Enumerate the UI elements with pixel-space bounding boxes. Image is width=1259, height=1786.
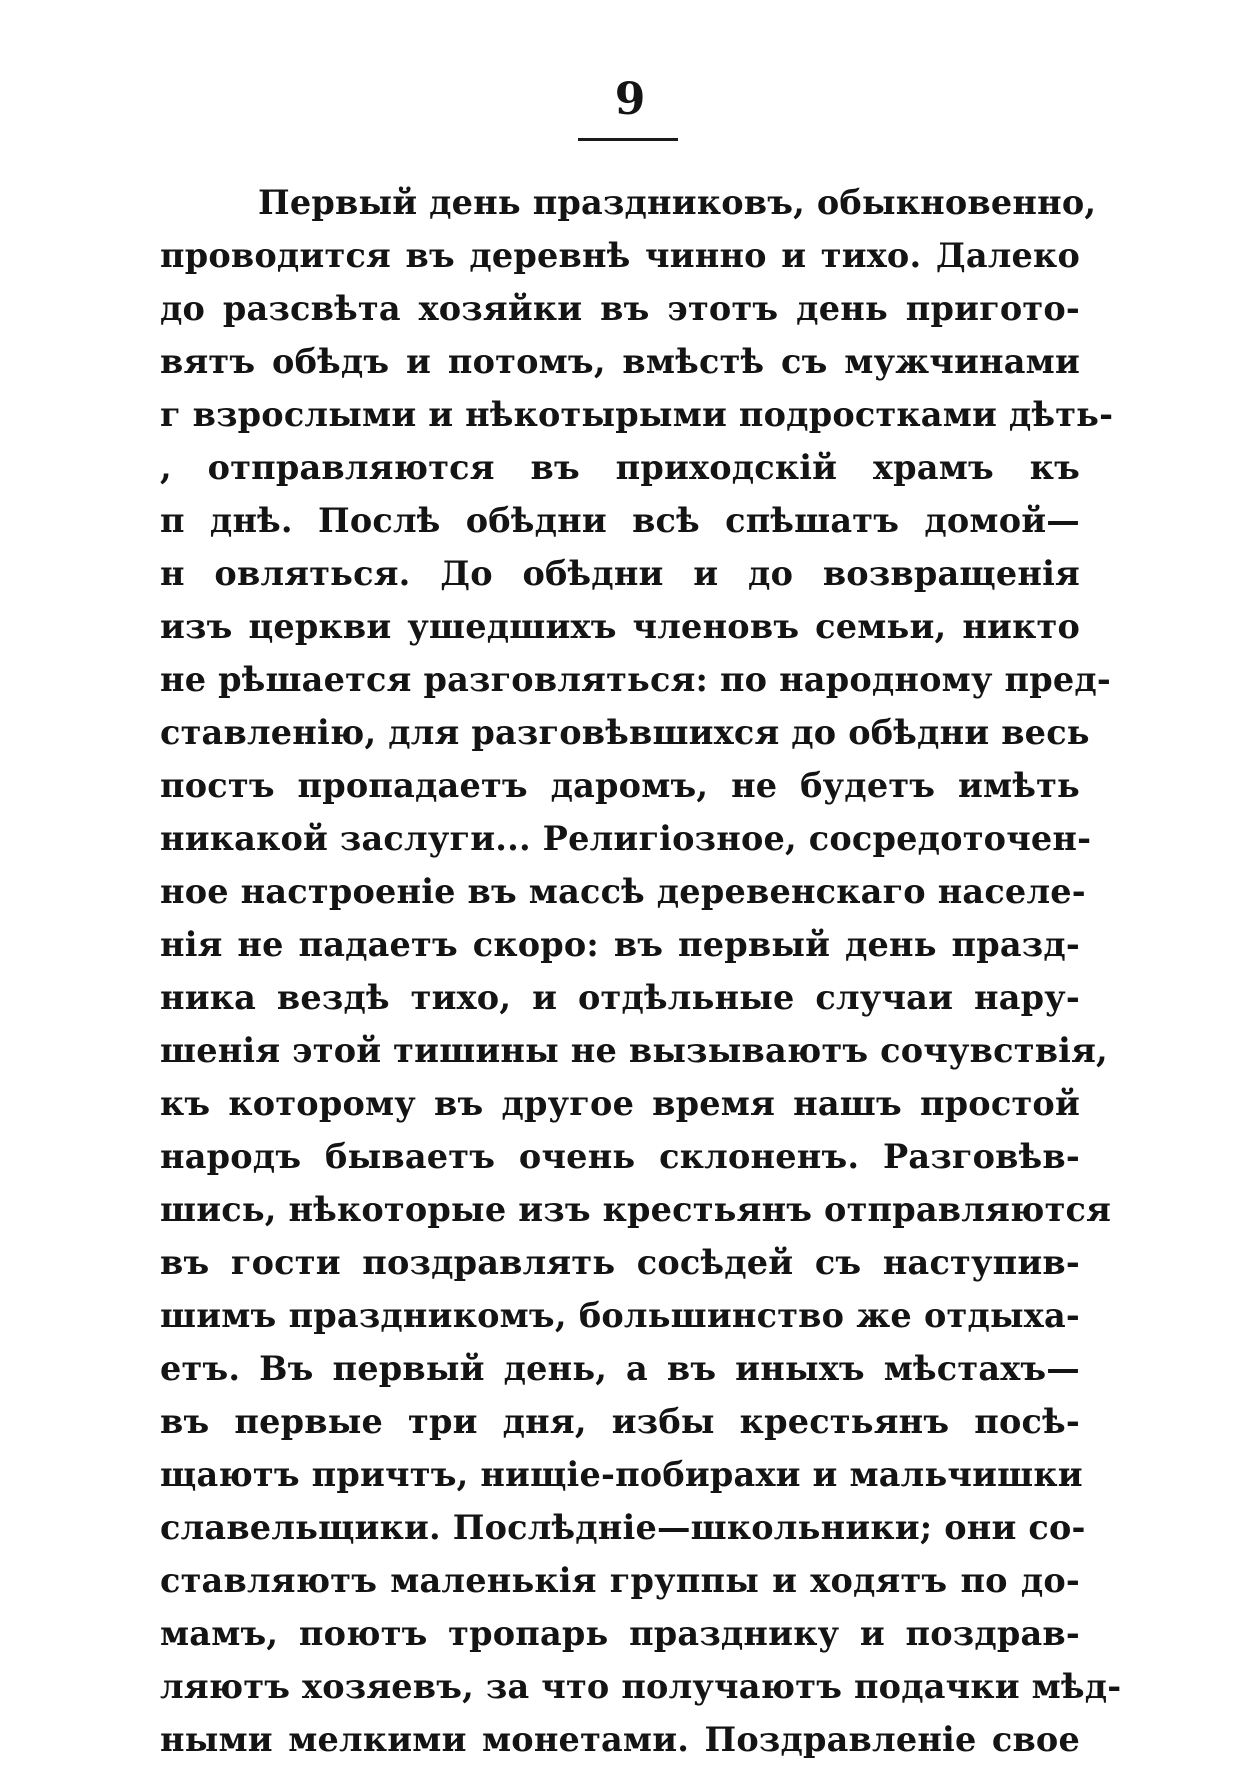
text-line: н овляться. До обѣдни и до возвращенія — [160, 554, 1080, 593]
page-number: 9 — [614, 74, 646, 125]
text-line: ставленію, для разговѣвшихся до обѣдни весь — [160, 713, 1090, 752]
text-line: шимъ праздникомъ, большинство же отдыха- — [160, 1296, 1080, 1335]
text-line: вятъ обѣдъ и потомъ, вмѣстѣ съ мужчинами — [160, 342, 1080, 381]
text-line: шись, нѣкоторые изъ крестьянъ отправляются — [160, 1190, 1112, 1229]
text-line: никакой заслуги... Религіозное, сосредоточен- — [160, 819, 1092, 858]
text-line: ными мелкими монетами. Поздравленіе свое — [160, 1720, 1080, 1759]
text-line: изъ церкви ушедшихъ членовъ семьи, никто — [160, 607, 1080, 646]
text-line: п днѣ. Послѣ обѣдни всѣ спѣшатъ домой— — [160, 501, 1080, 540]
text-line: мамъ, поютъ тропарь празднику и поздрав- — [160, 1614, 1080, 1653]
text-line: г взрослыми и нѣкотырыми подростками дѣть- — [160, 395, 1114, 434]
text-line: ляютъ хозяевъ, за что получаютъ подачки мѣд- — [160, 1667, 1122, 1706]
text-line: не рѣшается разговляться: по народному пред- — [160, 660, 1111, 699]
text-line: ставляютъ маленькія группы и ходятъ по до- — [160, 1561, 1080, 1600]
text-line: щаютъ причтъ, нищіе-побирахи и мальчишки — [160, 1455, 1083, 1494]
body-text — [160, 176, 1122, 1766]
text-line: къ которому въ другое время нашъ простой — [160, 1084, 1080, 1123]
text-line: проводится въ деревнѣ чинно и тихо. Далеко — [160, 236, 1080, 275]
text-line: ное настроеніе въ массѣ деревенскаго населе- — [160, 872, 1086, 911]
page-number-rule — [578, 138, 678, 141]
text-line: народъ бываетъ очень склоненъ. Разговѣв- — [160, 1137, 1080, 1176]
text-line: , отправляются въ приходскій храмъ къ — [160, 448, 1080, 487]
text-line: шенія этой тишины не вызываютъ сочувствія, — [160, 1031, 1108, 1070]
text-line: славельщики. Послѣдніе—школьники; они со- — [160, 1508, 1086, 1547]
text-line: нія не падаетъ скоро: въ первый день празд- — [160, 925, 1080, 964]
text-line: въ первые три дня, избы крестьянъ посѣ- — [160, 1402, 1080, 1441]
text-line: ника вездѣ тихо, и отдѣльные случаи нару- — [160, 978, 1080, 1017]
text-line: въ гости поздравлять сосѣдей съ наступив- — [160, 1243, 1080, 1282]
text-line: постъ пропадаетъ даромъ, не будетъ имѣть — [160, 766, 1080, 805]
text-line: до разсвѣта хозяйки въ этотъ день пригото- — [160, 289, 1080, 328]
text-line: етъ. Въ первый день, а въ иныхъ мѣстахъ— — [160, 1349, 1080, 1388]
text-line: Первый день праздниковъ, обыкновенно, — [258, 183, 1097, 222]
